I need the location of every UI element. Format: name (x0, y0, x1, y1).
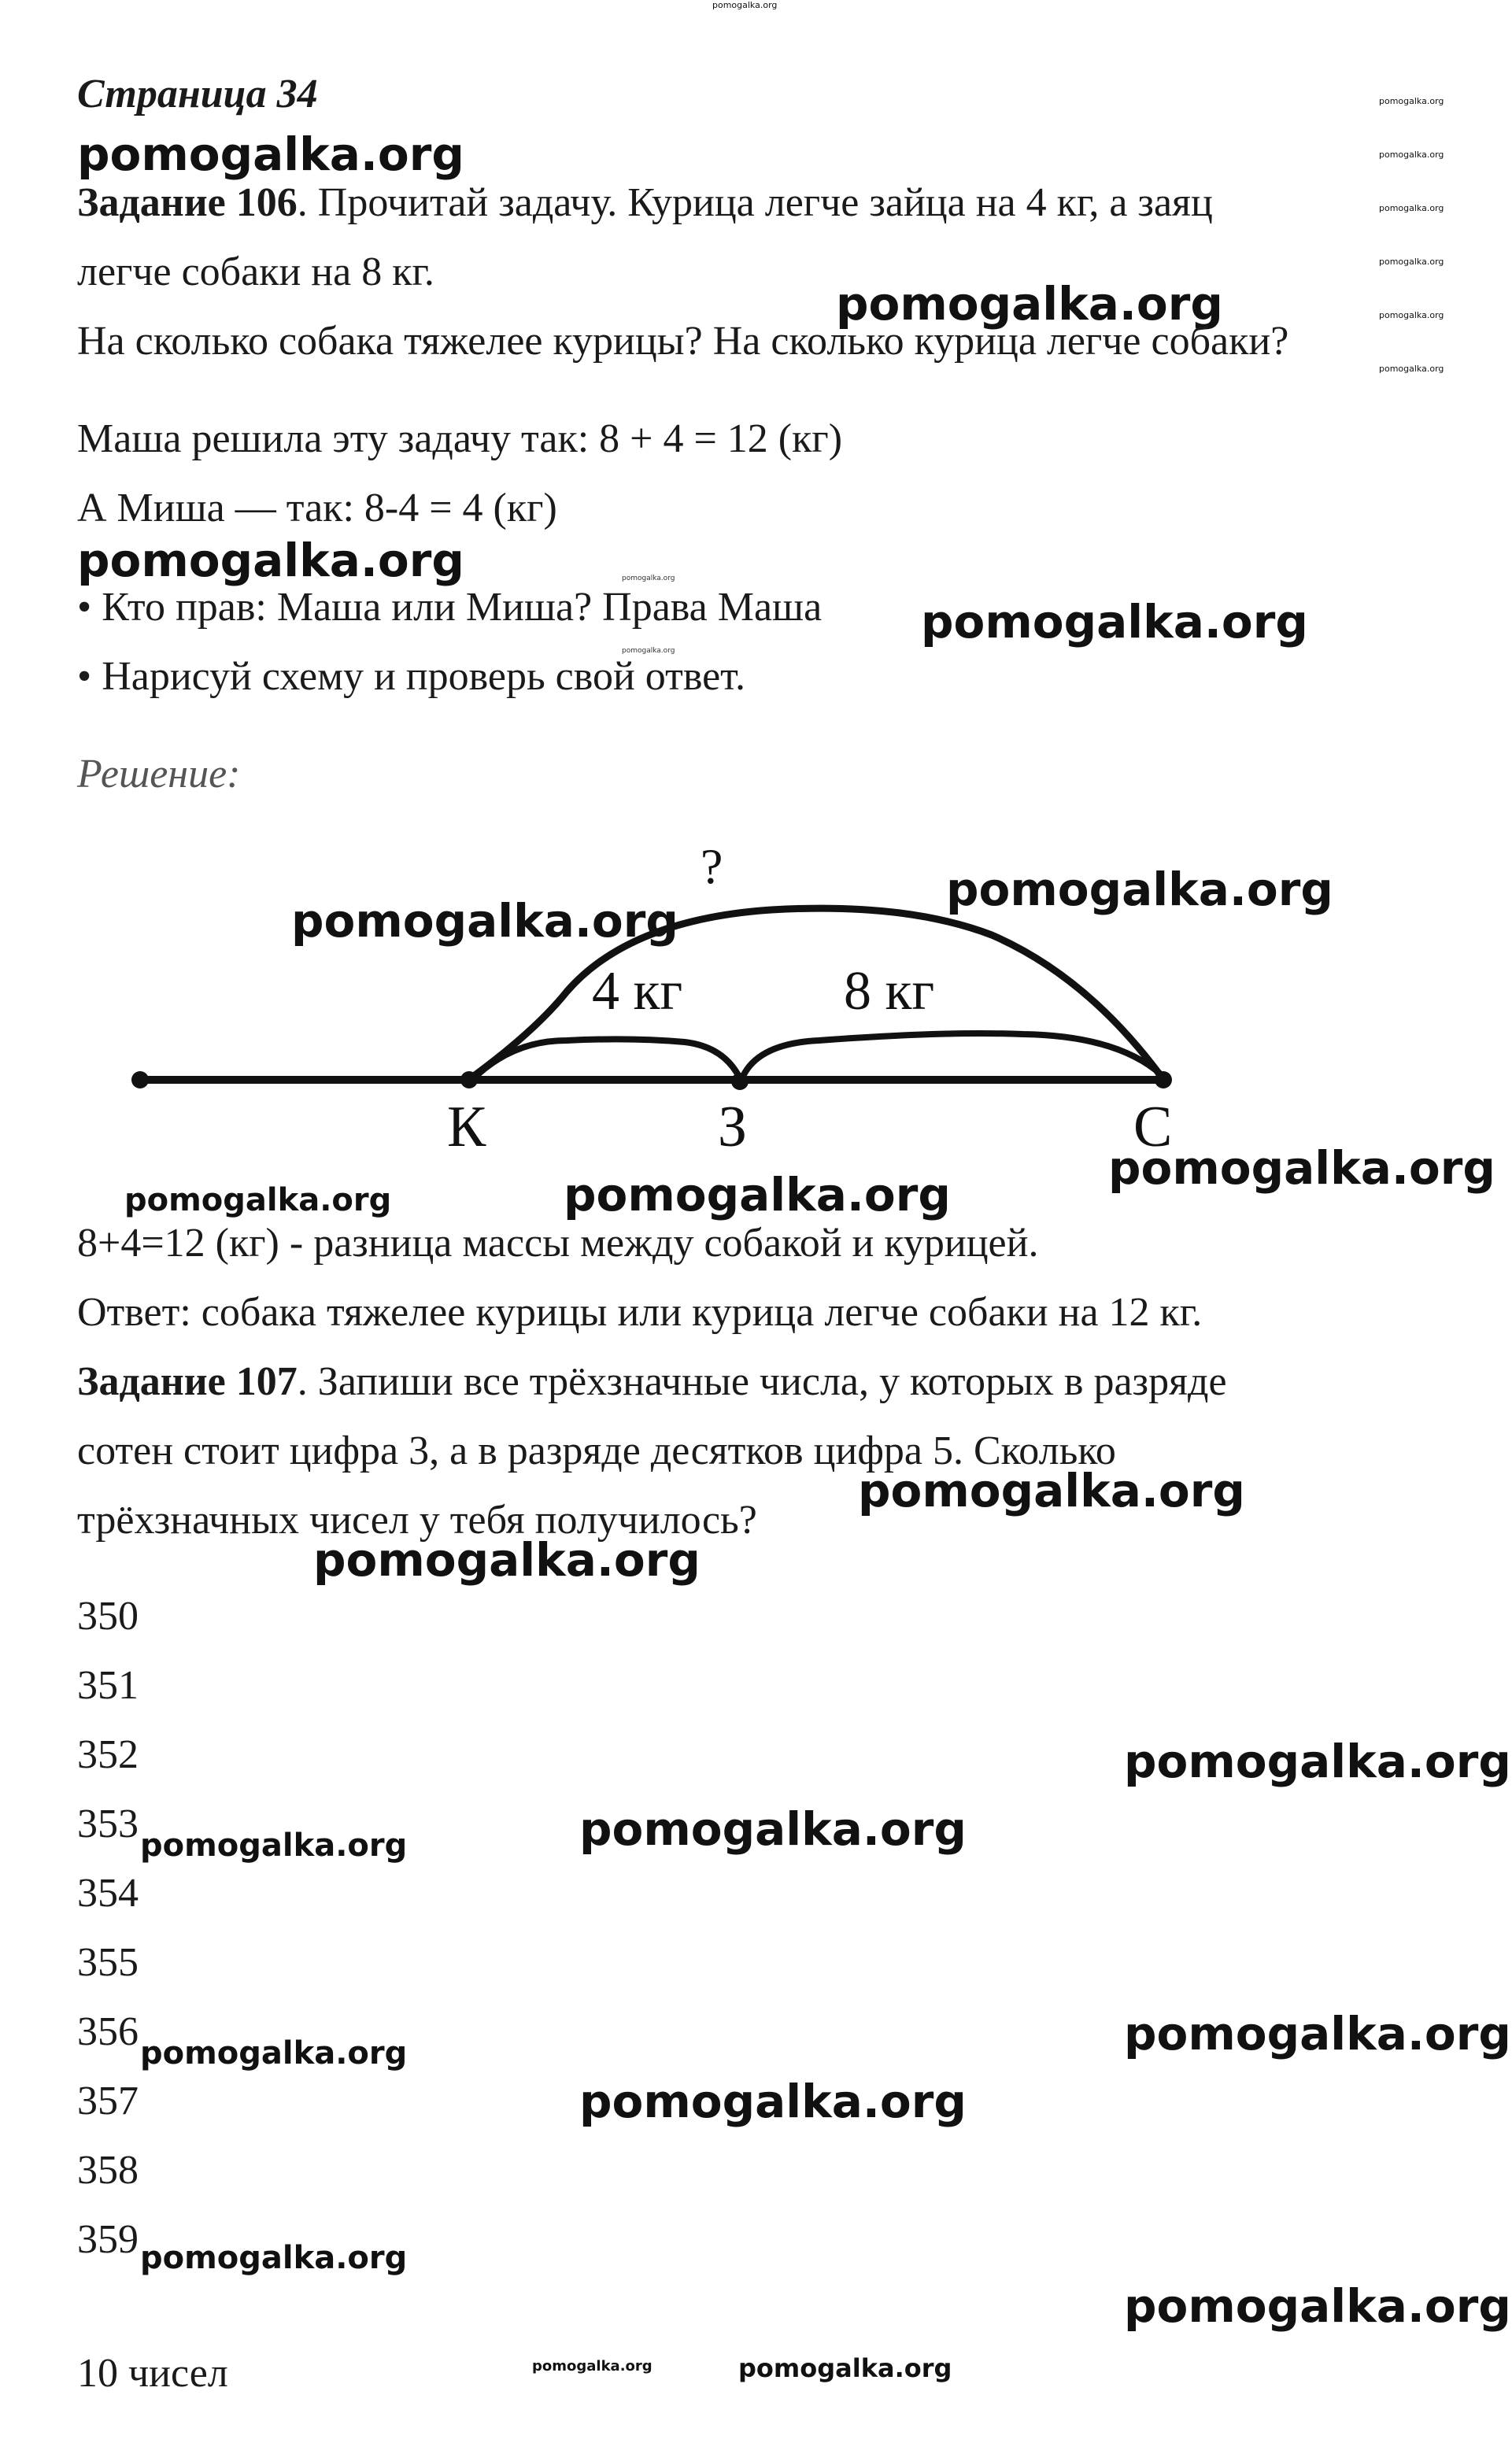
watermark: pomogalka.org (1379, 203, 1444, 213)
misha-solution: А Миша — так: 8-4 = 4 (кг) (77, 486, 557, 530)
watermark: pomogalka.org (1379, 257, 1444, 267)
task106-line1 (77, 178, 1213, 228)
task106-line3: На сколько собака тяжелее курицы? На сколько курица легче собаки? (77, 319, 1289, 364)
watermark: pomogalka.org (1379, 96, 1444, 106)
watermark: pomogalka.org (564, 1168, 951, 1221)
watermark: pomogalka.org (1379, 150, 1444, 160)
label-point-z: З (718, 1095, 748, 1159)
label-8kg: 8 кг (844, 961, 935, 1022)
list-item-number: 350 (77, 1594, 139, 1639)
watermark: pomogalka.org (622, 647, 675, 655)
list-item-number: 353 (77, 1802, 139, 1846)
watermark: pomogalka.org (140, 2240, 408, 2276)
point-start (131, 1071, 149, 1088)
list-item-number: 355 (77, 1940, 139, 1985)
task107-line1 (77, 1357, 1227, 1407)
watermark: pomogalka.org (1124, 2279, 1511, 2333)
watermark: pomogalka.org (1124, 1735, 1511, 1788)
list-item-number: 354 (77, 1871, 139, 1916)
label-point-k: К (447, 1095, 486, 1159)
watermark: pomogalka.org (291, 894, 678, 948)
watermark: pomogalka.org (313, 1533, 701, 1587)
page-title: Страница 34 (77, 72, 318, 116)
label-point-s: С (1133, 1095, 1173, 1159)
watermark: pomogalka.org (1108, 1141, 1495, 1195)
answer: Ответ: собака тяжелее курицы или курица легче собаки на 12 кг. (77, 1290, 1203, 1335)
task107-label: Задание 107 (77, 1359, 298, 1404)
calculation: 8+4=12 (кг) - разница массы между собакой и курицей. (77, 1221, 1039, 1266)
solution-label: Решение: (77, 752, 241, 796)
task106-text: . Прочитай задачу. Курица легче зайца на 4 кг, а заяц (297, 180, 1213, 225)
watermark: pomogalka.org (858, 1464, 1245, 1517)
watermark: pomogalka.org (738, 2353, 952, 2383)
task106-label: Задание 106 (77, 180, 298, 225)
arc-8kg (741, 1033, 1162, 1080)
masha-solution: Маша решила эту задачу так: 8 + 4 = 12 (кг) (77, 416, 843, 461)
list-item-number: 359 (77, 2217, 139, 2262)
watermark: pomogalka.org (124, 1182, 392, 1218)
list-item-number: 356 (77, 2009, 139, 2054)
watermark: pomogalka.org (1379, 310, 1444, 320)
task107-line2: сотен стоит цифра 3, а в разряде десятков цифра 5. Сколько (77, 1428, 1116, 1473)
list-item-number: 357 (77, 2079, 139, 2123)
label-4kg: 4 кг (592, 961, 683, 1022)
watermark: pomogalka.org (1124, 2007, 1511, 2060)
result-count: 10 чисел (77, 2351, 228, 2396)
watermark-top: pomogalka.org (712, 0, 778, 10)
watermark: pomogalka.org (579, 1802, 967, 1856)
task106-line2: легче собаки на 8 кг. (77, 249, 434, 294)
watermark: pomogalka.org (532, 2358, 652, 2375)
list-item-number: 358 (77, 2148, 139, 2193)
watermark: pomogalka.org (140, 2035, 408, 2071)
watermark: pomogalka.org (77, 534, 464, 587)
watermark: pomogalka.org (140, 1828, 408, 1864)
task107-line3: трёхзначных чисел у тебя получилось? (77, 1498, 757, 1543)
bullet-who-is-right: • Кто прав: Маша или Миша? Права Маша (77, 585, 823, 630)
watermark: pomogalka.org (946, 863, 1333, 916)
watermark: pomogalka.org (1379, 364, 1444, 374)
label-question: ? (701, 838, 723, 894)
watermark: pomogalka.org (622, 575, 675, 582)
bullet-draw-scheme: • Нарисуй схему и проверь свой ответ. (77, 654, 745, 699)
list-item-number: 352 (77, 1732, 139, 1777)
watermark: pomogalka.org (921, 595, 1308, 649)
watermark: pomogalka.org (579, 2075, 967, 2128)
task107-text: . Запиши все трёхзначные числа, у которых в разряде (297, 1359, 1227, 1404)
watermark: pomogalka.org (836, 277, 1223, 331)
list-item-number: 351 (77, 1663, 139, 1708)
watermark: pomogalka.org (77, 128, 464, 181)
